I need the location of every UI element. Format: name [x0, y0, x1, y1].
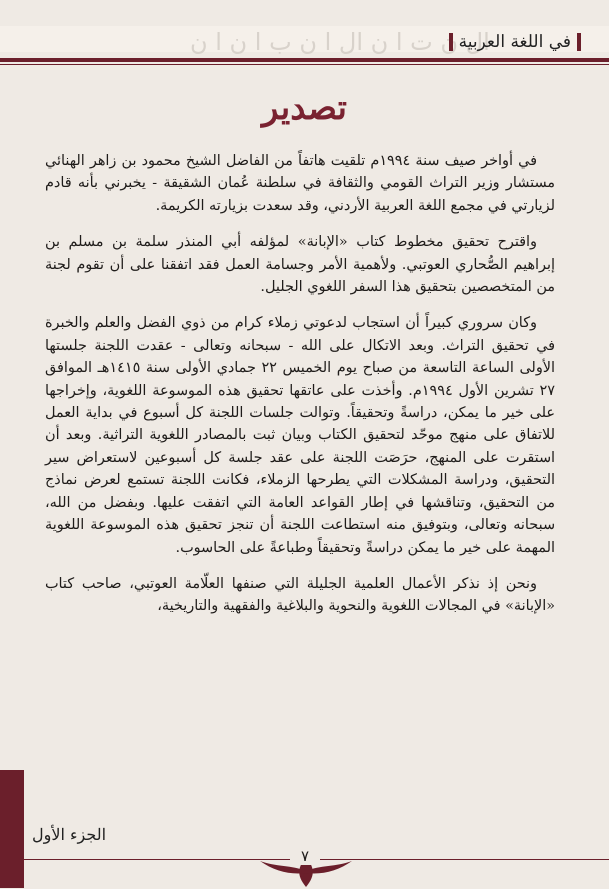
paragraph-3: وكان سروري كبيراً أن استجاب لدعوتي زملاء كرام من ذوي الفضل والعلم والخبرة في تحقيق التراث. وبعد الاتكال على الله - سبحانه وتعالى - عقدت اللجنة جلستها الأولى الساعة التاسعة من صباح يوم الخميس ٢٢ جمادي الأولى سنة ١٤١٥هـ الموافق ٢٧ تشرين الأول ١٩٩٤م. وأخذت على عاتقها تحقيق هذه الموسوعة اللغوية، وإخراجها على خير ما يمكن، دراسةً وتحقيقاً. وتوالت جلسات اللجنة كل أسبوع في بداية العمل للاتفاق على منهج موحّد لتحقيق الكتاب وبيان ثبت بالمصادر اللغوية التراثية. وبعد أن استقرت على المنهج، حرَصَت اللجنة على عقد جلسة كل أسبوعين لاستعراض سير التحقيق، ودراسة المشكلات التي يطرحها الزملاء، فكانت اللجنة تستمع لعرض نماذج من التحقيق، وتناقشها في إطار القواعد العامة التي اتفقت عليها. وبفضل من الله، سبحانه وتعالى، وبتوفيق منه استطاعت اللجنة أن تنجز تحقيق هذه الموسوعة اللغوية المهمة على خير ما يمكن دراسةً وتحقيقاً وطباعةً على الحاسوب.: [45, 315, 556, 556]
paragraph-2: واقترح تحقيق مخطوط كتاب «الإبانة» لمؤلفه أبي المنذر سلمة بن مسلم بن إبراهيم الصُّحاري العوتبي. ولأهمية الأمر وجسامة العمل فقد اتفقنا على أن تقوم لجنة من المتخصصين بتحقيق هذا السفر اللغوي الجليل.: [45, 234, 555, 296]
volume-label: الجزء الأول: [32, 825, 107, 844]
body-text: [45, 150, 555, 632]
decorative-letter-pattern: ال ن ت ا ن ال ا ن ب ا ن ا ن: [190, 28, 490, 56]
paragraph-1: في أواخر صيف سنة ١٩٩٤م تلقيت هاتفاً من الفاضل الشيخ محمود بن زاهر الهنائي مستشار وزير التراث القومي والثقافة في سلطنة عُمان الشقيقة - يخبرني بأنه قادم لزيارتي في مجمع اللغة العربية الأردني، وقد سعدت بزيارته الكريمة.: [45, 153, 555, 214]
running-book-title: في اللغة العربية: [435, 30, 595, 54]
header-rule: [0, 58, 609, 62]
page-footer: [0, 815, 609, 888]
header-rule-thin: [0, 64, 609, 65]
paragraph-4: ونحن إذ نذكر الأعمال العلمية الجليلة التي صنفها العلّامة العوتبي، صاحب كتاب «الإبانة» في المجالات اللغوية والنحوية والبلاغية والفقهية والتاريخية،: [45, 575, 555, 615]
page-number: ٧: [290, 847, 320, 865]
section-title: تصدير: [261, 88, 348, 128]
page-header: [0, 0, 609, 70]
